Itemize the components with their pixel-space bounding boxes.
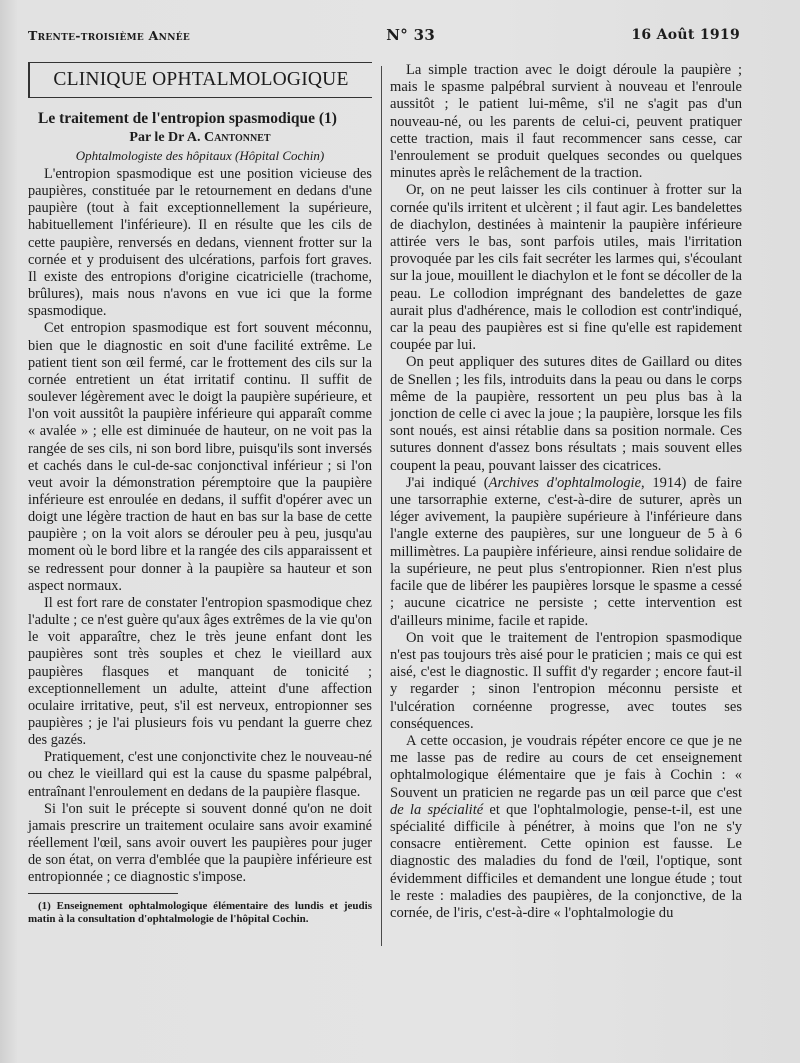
paragraph: On voit que le traitement de l'entropion spasmodique n'est pas toujours très aisé pour le praticien ; mais ce qui est aisé, c'est le diagnostic. Il suffit d'y regarder ; encore faut-il y regarder ; sinon l'entropion méconnu persiste et l'ulcération cornéenne progresse, avec toutes ses conséquences.: [390, 629, 742, 732]
paragraph: [390, 733, 742, 922]
paragraph: Si l'on suit le précepte si souvent donné qu'on ne doit jamais prescrire un traitement oculaire sans avoir examiné réellement l'œil, sans avoir ouvert les paupières pour juger de son état, on verra d'emblée que la paupière inférieure est entropionnée ; ce diagnostic s'impose.: [28, 800, 372, 886]
column-divider: [381, 66, 382, 946]
header-issue-number: N° 33: [386, 26, 436, 44]
paragraph: Cet entropion spasmodique est fort souvent méconnu, bien que le diagnostic en soit d'une facilité extrême. Le patient tient son œil fermé, car le frottement des cils sur la cornée entretient un état irritatif continu. Il suffit de soulever légèrement avec le doigt la paupière supérieure, et l'on voit aussitôt la paupière inférieure qui apparaît comme « avalée » ; elle est diminuée de hauteur, on ne voit pas la rangée de ses cils, ni son bord libre, puisqu'ils sont inversés et cachés dans le cul-de-sac conjonctival inférieur ; si l'on veut avoir la démonstration péremptoire que la paupière inférieure est enroulée en dedans, il suffit d'opérer avec un doigt une légère traction de haut en bas sur la base de cette paupière ; on la voit alors se dérouler peu à peu, jusqu'au moment où le bord libre et la rangée des cils apparaissent et se redressent pour donner à la paupière sa hauteur et son aspect normaux.: [28, 320, 372, 594]
footnote-rule: [28, 893, 178, 894]
paragraph: La simple traction avec le doigt déroule la paupière ; mais le spasme palpébral survient à nouveau et l'enroule aussitôt ; le patient lui-même, s'il ne s'agit pas d'un nouveau-né, ou les parents de celui-ci, peuvent pratiquer cette traction, mais il faut recommencer sans cesse, car l'enroulement se produit quelques secondes ou quelques minutes après le relâchement de la traction.: [390, 62, 742, 182]
journal-citation: Archives d'ophtalmologie: [488, 474, 642, 491]
running-header: [28, 24, 740, 46]
text-run: A cette occasion, je voudrais répéter encore ce que je ne me lasse pas de redire au cours de cet enseignement ophtalmologique élémentaire que je fais à Cochin : « Souvent un praticien ne regarde pas un œil parce que c'est: [390, 732, 742, 801]
paragraph: Or, on ne peut laisser les cils continuer à frotter sur la cornée qu'ils irritent et ulcèrent ; il faut agir. Les bandelettes de diachylon, destinées à maintenir la paupière inférieure attirée vers le bas, sont parfois utiles, mais l'irritation provoquée par les cils fait secréter les larmes qui, s'écoulant sur la joue, mouillent le diachylon et le font se décoller de la peau. Le collodion imprégnant des bandelettes de gaze aurait plus d'adhérence, mais le collodion est contr'indiqué, car la peau des paupières est si fine qu'elle est rapidement coupée par lui.: [390, 182, 742, 354]
author-affiliation: Ophtalmologiste des hôpitaux (Hôpital Cochin): [75, 148, 325, 163]
paragraph: Il est fort rare de constater l'entropion spasmodique chez l'adulte ; ce n'est guère qu'aux âges extrêmes de la vie qu'on le voit apparaître, chez le très jeune enfant dont les paupières sont très souples et chez le vieillard aux paupières flasques et manquant de tonicité ; exceptionnellement un adulte, atteint d'une affection oculaire irritative, peut, s'il est nerveux, entropionner ses paupières ; je l'ai plusieurs fois vu pendant la guerre chez des gazés.: [28, 594, 372, 749]
footnote: (1) Enseignement ophtalmologique élémentaire des lundis et jeudis matin à la consultation d'ophtalmologie de l'hôpital Cochin.: [28, 899, 372, 925]
paragraph: L'entropion spasmodique est une position vicieuse des paupières, constituée par le retournement en dedans d'une paupière (tout à fait exceptionnellement la supérieure, habituellement l'inférieure). Il en résulte que les cils de cette paupière, renversés en dedans, viennent frotter sur la cornée et y produisent des ulcérations, parfois fort graves. Il existe des entropions d'origine cicatricielle (trachome, brûlures), mais nous n'avons en vue ici que la forme spasmodique.: [28, 166, 372, 320]
paragraph: On peut appliquer des sutures dites de Gaillard ou dites de Snellen ; les fils, introduits dans la peau ou dans le corps même de la paupière, ressortent un peu plus bas à la jonction de celle ci avec la joue ; la paupière, lorsque les fils sont noués, est ainsi rétablie dans sa position normale. Ces sutures donnent d'assez bons résultats ; mais souvent elles coupent la peau, pouvant laisser des cicatrices.: [390, 354, 742, 474]
author-name: Cantonnet: [203, 130, 271, 145]
paragraph: Pratiquement, c'est une conjonctivite chez le nouveau-né ou chez le vieillard qui est la cause du spasme palpébral, entraînant l'enroulement en dedans de la paupière flasque.: [28, 749, 372, 800]
right-column: [390, 62, 742, 922]
section-title: CLINIQUE OPHTALMOLOGIQUE: [28, 62, 372, 98]
paragraph: [390, 475, 742, 630]
text-run: , 1914) de faire une tarsorraphie externe, c'est-à-dire de suturer, après un léger avivement, la paupière supérieure à l'inférieure dans l'angle externe des paupières, sur une longueur de 5 à 6 millimètres. La paupière inférieure, ainsi rendue solidaire de la supérieure, ne peut plus s'entropionner. Rien n'est plus facile que de libérer les paupières lorsque le spasme a cessé ; aucune cicatrice ne persiste ; cette intervention est d'ailleurs minime, facile et rapide.: [390, 474, 742, 629]
header-date: 16 Août 1919: [631, 27, 740, 43]
header-year: Trente-troisième Année: [28, 27, 191, 43]
byline: [28, 130, 372, 146]
left-column: [28, 62, 372, 926]
article-title: Le traitement de l'entropion spasmodique (1): [38, 110, 337, 127]
text-run: et que l'ophtalmologie, pense-t-il, est une spécialité difficile à pénétrer, à moins que l'on ne s'y consacre entièrement. Cette opinion est fausse. Le diagnostic des maladies du fond de l'œil, l'optique, sont évidemment difficiles et demandent une longue étude ; tout le reste : maladies des paupières, de la conjonctive, de la cornée, de l'iris, c'est-à-dire « l'ophtalmologie du: [390, 801, 742, 921]
text-run: J'ai indiqué (: [406, 474, 489, 491]
byline-prefix: Par le Dr A.: [129, 130, 204, 145]
emphasis: de la spécialité: [390, 801, 484, 818]
